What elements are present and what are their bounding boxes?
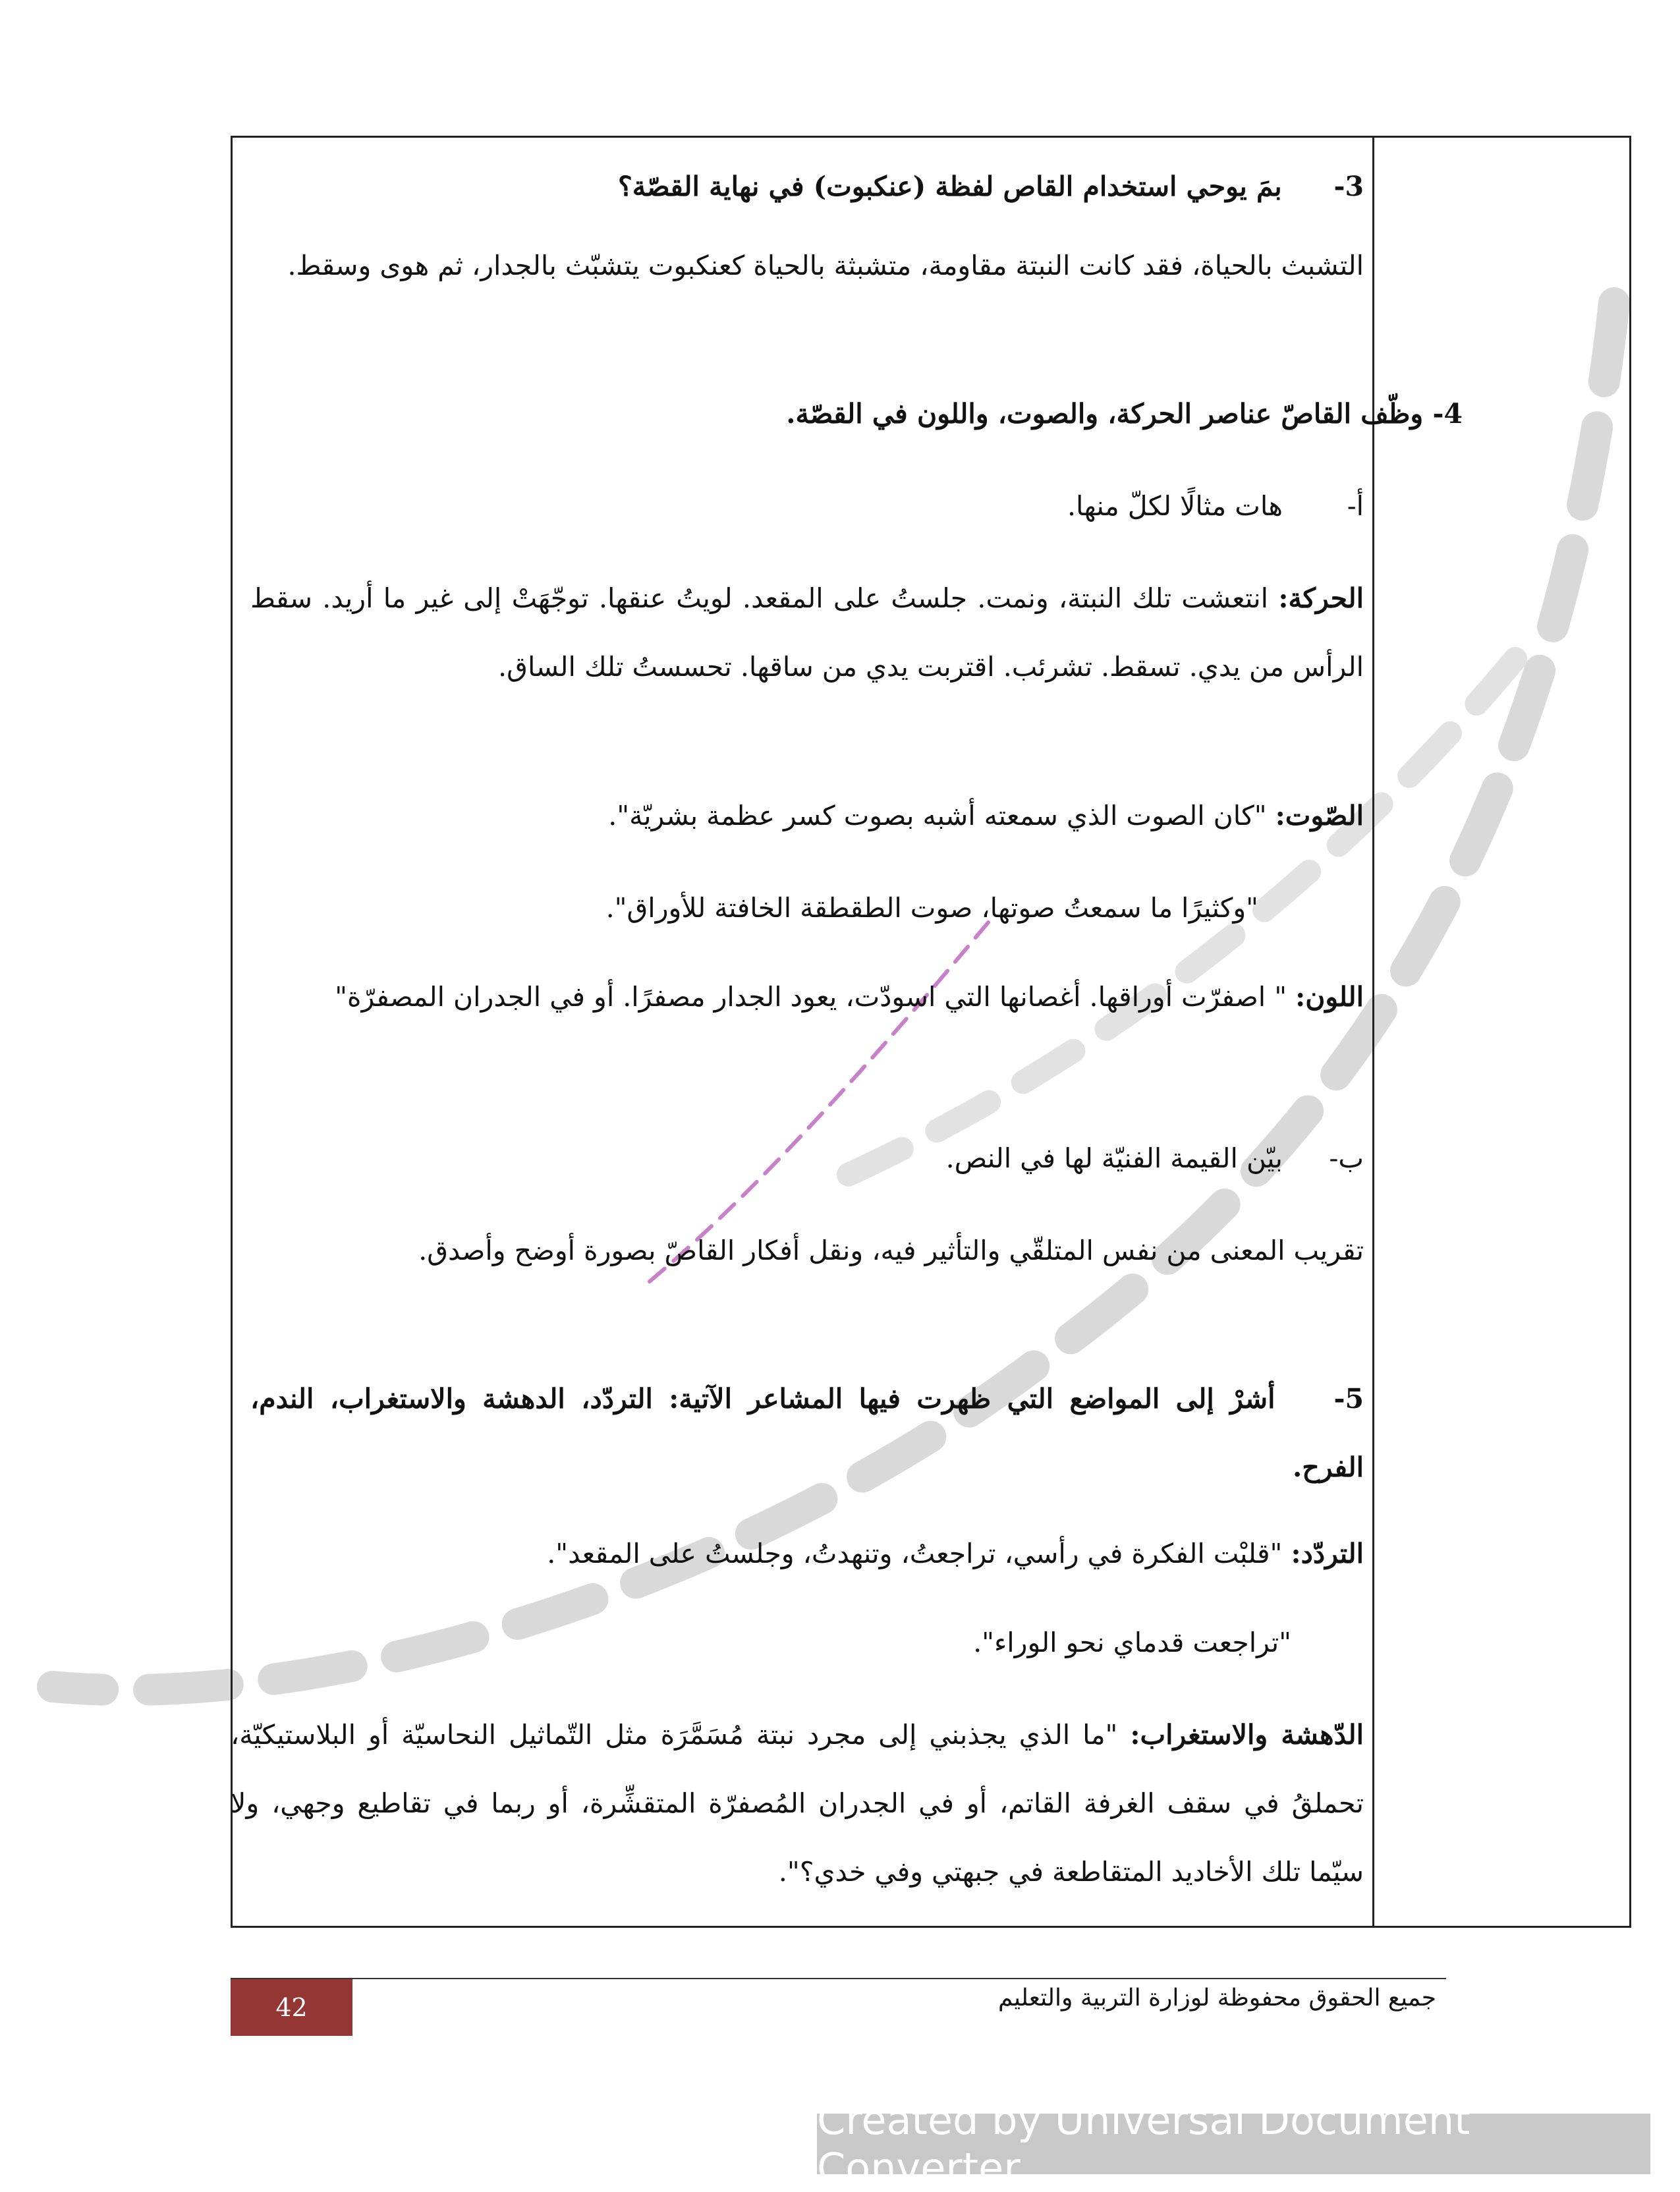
question-4b-label: ب- <box>1329 1142 1364 1174</box>
question-4a-text: هات مثالًا لكلّ منها. <box>1067 490 1283 522</box>
movement-text: انتعشت تلك النبتة، ونمت. جلستُ على المقعد. لويتُ عنقها. توجّهَتْ إلى غير ما أريد. سقط الرأس من يدي. تسقط. تشرئب. اقتربت يدي من ساقها. تحسستُ تلك الساق. <box>250 582 1364 683</box>
footer-rights: جميع الحقوق محفوظة لوزارة التربية والتعليم <box>998 1984 1436 2011</box>
converter-banner: Created by Universal Document Converter <box>817 2114 1650 2174</box>
question-4-number: 4- <box>1432 398 1463 430</box>
question-4 <box>250 379 1463 448</box>
question-5-text: أشرْ إلى المواضع التي ظهرت فيها المشاعر الآتية: التردّد، الدهشة والاستغراب، الندم، الفرح. <box>250 1383 1364 1483</box>
sound-example <box>250 781 1364 850</box>
page-number: 42 <box>231 1979 352 2036</box>
movement-example <box>250 564 1364 701</box>
hesitation-example-2: "تراجعت قدماي نحو الوراء". <box>973 1627 1291 1658</box>
question-4b <box>250 1124 1364 1193</box>
hesitation-text: "قلبْت الفكرة في رأسي، تراجعتُ، وتنهدتُ، وجلستُ على المقعد". <box>547 1538 1283 1569</box>
color-label: اللون: <box>1295 981 1364 1013</box>
question-4b-text: بيّن القيمة الفنيّة لها في النص. <box>945 1142 1283 1174</box>
question-4a <box>250 472 1364 540</box>
document-body <box>231 136 1463 1928</box>
amazement-label: الدّهشة والاستغراب: <box>1130 1719 1364 1751</box>
question-5-number: 5- <box>1333 1383 1364 1415</box>
question-3-text: بمَ يوحي استخدام القاص لفظة (عنكبوت) في نهاية القصّة؟ <box>617 171 1282 202</box>
question-5 <box>250 1364 1364 1502</box>
question-4-text: وظّف القاصّ عناصر الحركة، والصوت، واللون في القصّة. <box>786 398 1424 430</box>
question-4a-label: أ- <box>1347 490 1364 522</box>
amazement-example <box>231 1700 1364 1906</box>
movement-label: الحركة: <box>1278 582 1364 614</box>
color-text: " اصفرّت أوراقها. أغصانها التي اسودّت، يعود الجدار مصفرًا. أو في الجدران المصفرّة" <box>335 981 1287 1013</box>
color-example <box>250 963 1364 1031</box>
question-4b-answer: تقريب المعنى من نفس المتلقّي والتأثير فيه، ونقل أفكار القاصّ بصورة أوضح وأصدق. <box>418 1235 1364 1266</box>
sound-text: "كان الصوت الذي سمعته أشبه بصوت كسر عظمة بشريّة". <box>608 800 1267 831</box>
hesitation-example <box>250 1519 1364 1588</box>
amazement-text: "ما الذي يجذبني إلى مجرد نبتة مُسَمَّرَة مثل التّماثيل النحاسيّة أو البلاستيكيّة، تحملقُ في سقف الغرفة القاتم، أو في الجدران المُصفرّة المتقشِّرة، أو ربما في تقاطيع وجهي، ولا سيّما تلك الأخاديد المتقاطعة في جبهتي وفي خدي؟". <box>231 1719 1364 1888</box>
question-3 <box>250 152 1364 221</box>
question-3-answer: التشبث بالحياة، فقد كانت النبتة مقاومة، متشبثة بالحياة كعنكبوت يتشبّث بالجدار، ثم هوى وسقط. <box>287 250 1364 281</box>
sound-example-2: "وكثيرًا ما سمعتُ صوتها، صوت الطقطقة الخافتة للأوراق". <box>605 892 1258 924</box>
question-3-number: 3- <box>1333 171 1364 202</box>
sound-label: الصّوت: <box>1275 800 1364 831</box>
footer-rule <box>231 1978 1446 1979</box>
hesitation-label: التردّد: <box>1291 1538 1364 1569</box>
